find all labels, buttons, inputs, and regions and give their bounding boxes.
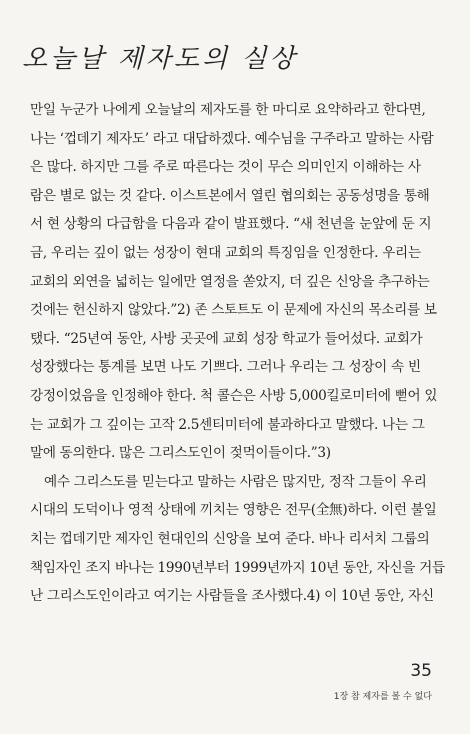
text-line: 성장했다는 통계를 보면 나도 기쁘다. 그러나 우리는 그 성장이 속 빈	[30, 359, 421, 376]
text-line: 시대의 도덕이나 영적 상태에 끼치는 영향은 전무(全無)하다. 이런 불일	[30, 502, 437, 519]
body-text	[30, 96, 445, 611]
text-line: 강정이었음을 인정해야 한다. 척 콜슨은 사방 5,000킬로미터에 뻗어 있	[30, 387, 438, 404]
text-line: 만일 누군가 나에게 오늘날의 제자도를 한 마디로 요약하라고 한다면,	[30, 102, 426, 118]
text-line: 람은 별로 없는 것 같다. 이스트본에서 열린 협의회는 공동성명을 통해	[30, 187, 430, 204]
text-line: 은 많다. 하지만 그를 주로 따른다는 것이 무슨 의미인지 이해하는 사	[30, 159, 421, 176]
text-line: 말에 동의한다. 많은 그리스도인이 젖먹이들이다.”3)	[30, 445, 331, 462]
text-line: 예수 그리스도를 믿는다고 말하는 사람은 많지만, 정작 그들이 우리	[44, 473, 427, 490]
text-line: 나는 ‘껍데기 제자도’ 라고 대답하겠다. 예수님을 구주라고 말하는 사람	[30, 130, 434, 147]
text-line: 교회의 외연을 넓히는 일에만 열정을 쏟았지, 더 깊은 신앙을 추구하는	[30, 273, 430, 290]
text-line: 탰다. “25년여 동안, 사방 곳곳에 교회 성장 학교가 들어섰다. 교회가	[30, 330, 423, 347]
section-heading: 오늘날 제자도의 실상	[22, 44, 298, 74]
text-line: 금, 우리는 깊이 없는 성장이 현대 교회의 특징임을 인정한다. 우리는	[30, 244, 421, 261]
text-line: 책임자인 조지 바나는 1990년부터 1999년까지 10년 동안, 자신을 거듭	[30, 559, 445, 576]
page-number: 35	[410, 661, 432, 681]
text-line: 치는 껍데기만 제자인 현대인의 신앙을 보여 준다. 바나 리서치 그룹의	[30, 530, 430, 547]
text-line: 는 교회가 그 깊이는 고작 2.5센티미터에 불과하다고 말했다. 나는 그	[30, 416, 425, 433]
text-line: 것에는 헌신하지 않았다.”2) 존 스토트도 이 문제에 자신의 목소리를 보	[30, 302, 437, 319]
running-footer: 1장 참 제자를 볼 수 없다	[333, 692, 432, 702]
text-line: 서 현 상황의 다급함을 다음과 같이 발표했다. “새 천년을 눈앞에 둔 지	[30, 216, 432, 233]
text-line: 난 그리스도인이라고 여기는 사람들을 조사했다.4) 이 10년 동안, 자신	[30, 588, 434, 605]
